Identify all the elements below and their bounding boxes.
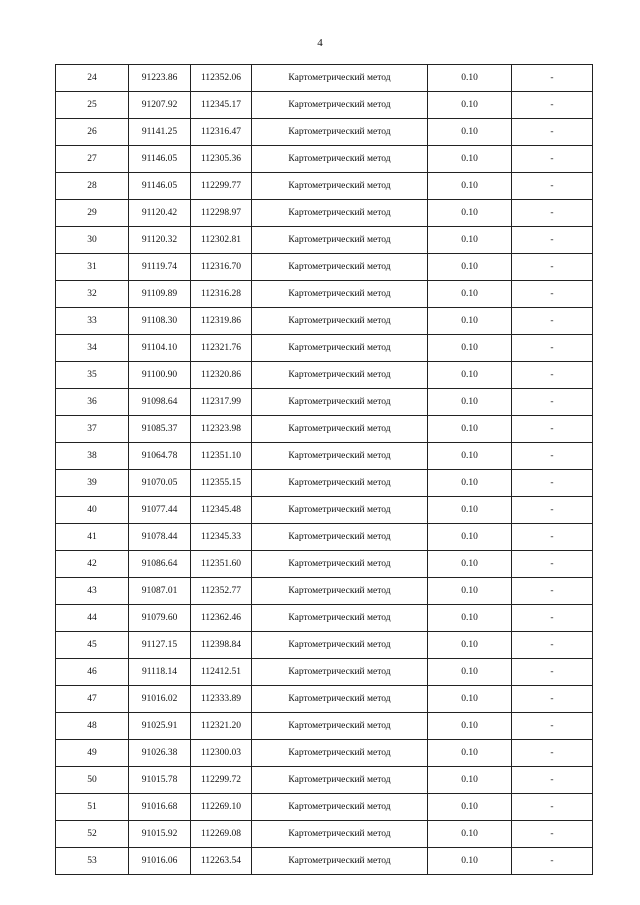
coordinate-y-cell: 112263.54 [191,848,252,875]
point-number-cell: 32 [56,281,129,308]
point-number-cell: 29 [56,200,129,227]
point-number-cell: 27 [56,146,129,173]
coordinate-y-cell: 112345.48 [191,497,252,524]
coordinate-x-cell: 91016.02 [129,686,191,713]
description-cell: - [512,119,593,146]
table-row [56,416,593,443]
table-row [56,362,593,389]
coordinate-y-cell: 112316.47 [191,119,252,146]
point-number-cell: 28 [56,173,129,200]
description-cell: - [512,65,593,92]
coordinate-y-cell: 112345.33 [191,524,252,551]
coordinate-x-cell: 91026.38 [129,740,191,767]
table-row [56,254,593,281]
description-cell: - [512,281,593,308]
coordinate-y-cell: 112305.36 [191,146,252,173]
description-cell: - [512,200,593,227]
description-cell: - [512,848,593,875]
table-row [56,470,593,497]
coordinate-y-cell: 112345.17 [191,92,252,119]
coordinate-x-cell: 91120.32 [129,227,191,254]
point-number-cell: 30 [56,227,129,254]
coordinate-y-cell: 112398.84 [191,632,252,659]
table-row [56,794,593,821]
coordinate-y-cell: 112269.10 [191,794,252,821]
point-number-cell: 33 [56,308,129,335]
accuracy-cell: 0.10 [428,686,512,713]
table-row [56,200,593,227]
coordinate-y-cell: 112302.81 [191,227,252,254]
table-row [56,443,593,470]
method-cell: Картометрический метод [252,605,428,632]
description-cell: - [512,821,593,848]
point-number-cell: 40 [56,497,129,524]
coordinate-y-cell: 112323.98 [191,416,252,443]
method-cell: Картометрический метод [252,551,428,578]
description-cell: - [512,443,593,470]
table-row [56,65,593,92]
coordinate-y-cell: 112298.97 [191,200,252,227]
description-cell: - [512,551,593,578]
coordinate-x-cell: 91015.92 [129,821,191,848]
coordinate-y-cell: 112321.20 [191,713,252,740]
coordinate-y-cell: 112321.76 [191,335,252,362]
coordinate-x-cell: 91079.60 [129,605,191,632]
method-cell: Картометрический метод [252,632,428,659]
description-cell: - [512,146,593,173]
description-cell: - [512,416,593,443]
accuracy-cell: 0.10 [428,713,512,740]
method-cell: Картометрический метод [252,389,428,416]
coordinate-y-cell: 112412.51 [191,659,252,686]
table-row [56,848,593,875]
point-number-cell: 52 [56,821,129,848]
method-cell: Картометрический метод [252,524,428,551]
accuracy-cell: 0.10 [428,254,512,281]
method-cell: Картометрический метод [252,335,428,362]
page-number: 4 [317,37,323,49]
method-cell: Картометрический метод [252,146,428,173]
coordinate-y-cell: 112299.72 [191,767,252,794]
method-cell: Картометрический метод [252,470,428,497]
accuracy-cell: 0.10 [428,227,512,254]
coordinate-x-cell: 91016.06 [129,848,191,875]
description-cell: - [512,173,593,200]
accuracy-cell: 0.10 [428,632,512,659]
description-cell: - [512,335,593,362]
accuracy-cell: 0.10 [428,605,512,632]
description-cell: - [512,524,593,551]
table-row [56,173,593,200]
description-cell: - [512,767,593,794]
coordinate-x-cell: 91087.01 [129,578,191,605]
coordinate-y-cell: 112269.08 [191,821,252,848]
point-number-cell: 44 [56,605,129,632]
method-cell: Картометрический метод [252,686,428,713]
method-cell: Картометрический метод [252,443,428,470]
coordinate-y-cell: 112316.70 [191,254,252,281]
accuracy-cell: 0.10 [428,497,512,524]
description-cell: - [512,254,593,281]
accuracy-cell: 0.10 [428,65,512,92]
description-cell: - [512,497,593,524]
coordinate-x-cell: 91141.25 [129,119,191,146]
point-number-cell: 50 [56,767,129,794]
coordinate-x-cell: 91015.78 [129,767,191,794]
coordinate-x-cell: 91109.89 [129,281,191,308]
point-number-cell: 49 [56,740,129,767]
table-row [56,497,593,524]
coordinate-x-cell: 91108.30 [129,308,191,335]
description-cell: - [512,227,593,254]
table-row [56,146,593,173]
point-number-cell: 39 [56,470,129,497]
point-number-cell: 34 [56,335,129,362]
table-row [56,740,593,767]
point-number-cell: 26 [56,119,129,146]
coordinate-y-cell: 112351.60 [191,551,252,578]
coordinate-y-cell: 112352.77 [191,578,252,605]
point-number-cell: 48 [56,713,129,740]
accuracy-cell: 0.10 [428,740,512,767]
coordinate-x-cell: 91207.92 [129,92,191,119]
coordinate-x-cell: 91025.91 [129,713,191,740]
coordinates-table-body [56,65,593,875]
point-number-cell: 47 [56,686,129,713]
table-row [56,632,593,659]
table-row [56,227,593,254]
description-cell: - [512,632,593,659]
description-cell: - [512,659,593,686]
coordinate-x-cell: 91064.78 [129,443,191,470]
table-row [56,659,593,686]
coordinate-y-cell: 112362.46 [191,605,252,632]
accuracy-cell: 0.10 [428,578,512,605]
description-cell: - [512,740,593,767]
table-row [56,308,593,335]
accuracy-cell: 0.10 [428,848,512,875]
point-number-cell: 36 [56,389,129,416]
method-cell: Картометрический метод [252,281,428,308]
description-cell: - [512,92,593,119]
table-row [56,524,593,551]
accuracy-cell: 0.10 [428,767,512,794]
method-cell: Картометрический метод [252,308,428,335]
coordinate-y-cell: 112316.28 [191,281,252,308]
coordinate-y-cell: 112355.15 [191,470,252,497]
accuracy-cell: 0.10 [428,92,512,119]
method-cell: Картометрический метод [252,578,428,605]
method-cell: Картометрический метод [252,227,428,254]
description-cell: - [512,308,593,335]
point-number-cell: 35 [56,362,129,389]
point-number-cell: 38 [56,443,129,470]
point-number-cell: 46 [56,659,129,686]
method-cell: Картометрический метод [252,767,428,794]
coordinate-x-cell: 91119.74 [129,254,191,281]
accuracy-cell: 0.10 [428,362,512,389]
table-row [56,605,593,632]
coordinate-x-cell: 91146.05 [129,146,191,173]
point-number-cell: 37 [56,416,129,443]
method-cell: Картометрический метод [252,200,428,227]
accuracy-cell: 0.10 [428,821,512,848]
point-number-cell: 51 [56,794,129,821]
coordinates-table [55,64,593,875]
description-cell: - [512,578,593,605]
point-number-cell: 42 [56,551,129,578]
coordinate-x-cell: 91016.68 [129,794,191,821]
table-row [56,119,593,146]
coordinate-x-cell: 91118.14 [129,659,191,686]
coordinate-y-cell: 112333.89 [191,686,252,713]
accuracy-cell: 0.10 [428,119,512,146]
table-row [56,335,593,362]
coordinate-y-cell: 112320.86 [191,362,252,389]
table-row [56,92,593,119]
coordinate-x-cell: 91120.42 [129,200,191,227]
accuracy-cell: 0.10 [428,308,512,335]
coordinate-x-cell: 91104.10 [129,335,191,362]
accuracy-cell: 0.10 [428,173,512,200]
method-cell: Картометрический метод [252,848,428,875]
coordinate-x-cell: 91086.64 [129,551,191,578]
table-row [56,767,593,794]
description-cell: - [512,605,593,632]
coordinate-y-cell: 112319.86 [191,308,252,335]
description-cell: - [512,389,593,416]
accuracy-cell: 0.10 [428,281,512,308]
method-cell: Картометрический метод [252,173,428,200]
coordinate-x-cell: 91100.90 [129,362,191,389]
accuracy-cell: 0.10 [428,200,512,227]
method-cell: Картометрический метод [252,713,428,740]
description-cell: - [512,362,593,389]
coordinate-x-cell: 91223.86 [129,65,191,92]
table-row [56,281,593,308]
point-number-cell: 53 [56,848,129,875]
coordinate-y-cell: 112352.06 [191,65,252,92]
method-cell: Картометрический метод [252,497,428,524]
point-number-cell: 45 [56,632,129,659]
accuracy-cell: 0.10 [428,335,512,362]
table-row [56,713,593,740]
point-number-cell: 24 [56,65,129,92]
coordinate-x-cell: 91146.05 [129,173,191,200]
method-cell: Картометрический метод [252,119,428,146]
accuracy-cell: 0.10 [428,551,512,578]
method-cell: Картометрический метод [252,794,428,821]
description-cell: - [512,470,593,497]
description-cell: - [512,713,593,740]
accuracy-cell: 0.10 [428,794,512,821]
table-row [56,578,593,605]
accuracy-cell: 0.10 [428,146,512,173]
table-row [56,551,593,578]
table-row [56,821,593,848]
method-cell: Картометрический метод [252,65,428,92]
accuracy-cell: 0.10 [428,443,512,470]
point-number-cell: 31 [56,254,129,281]
coordinate-x-cell: 91085.37 [129,416,191,443]
coordinate-y-cell: 112351.10 [191,443,252,470]
coordinate-x-cell: 91070.05 [129,470,191,497]
point-number-cell: 41 [56,524,129,551]
coordinate-y-cell: 112317.99 [191,389,252,416]
coordinate-x-cell: 91078.44 [129,524,191,551]
method-cell: Картометрический метод [252,416,428,443]
method-cell: Картометрический метод [252,659,428,686]
description-cell: - [512,686,593,713]
method-cell: Картометрический метод [252,821,428,848]
accuracy-cell: 0.10 [428,389,512,416]
accuracy-cell: 0.10 [428,416,512,443]
method-cell: Картометрический метод [252,92,428,119]
accuracy-cell: 0.10 [428,659,512,686]
description-cell: - [512,794,593,821]
coordinate-x-cell: 91077.44 [129,497,191,524]
coordinate-y-cell: 112299.77 [191,173,252,200]
point-number-cell: 25 [56,92,129,119]
method-cell: Картометрический метод [252,362,428,389]
table-row [56,389,593,416]
accuracy-cell: 0.10 [428,470,512,497]
method-cell: Картометрический метод [252,740,428,767]
coordinate-y-cell: 112300.03 [191,740,252,767]
table-row [56,686,593,713]
accuracy-cell: 0.10 [428,524,512,551]
method-cell: Картометрический метод [252,254,428,281]
point-number-cell: 43 [56,578,129,605]
coordinate-x-cell: 91127.15 [129,632,191,659]
coordinate-x-cell: 91098.64 [129,389,191,416]
